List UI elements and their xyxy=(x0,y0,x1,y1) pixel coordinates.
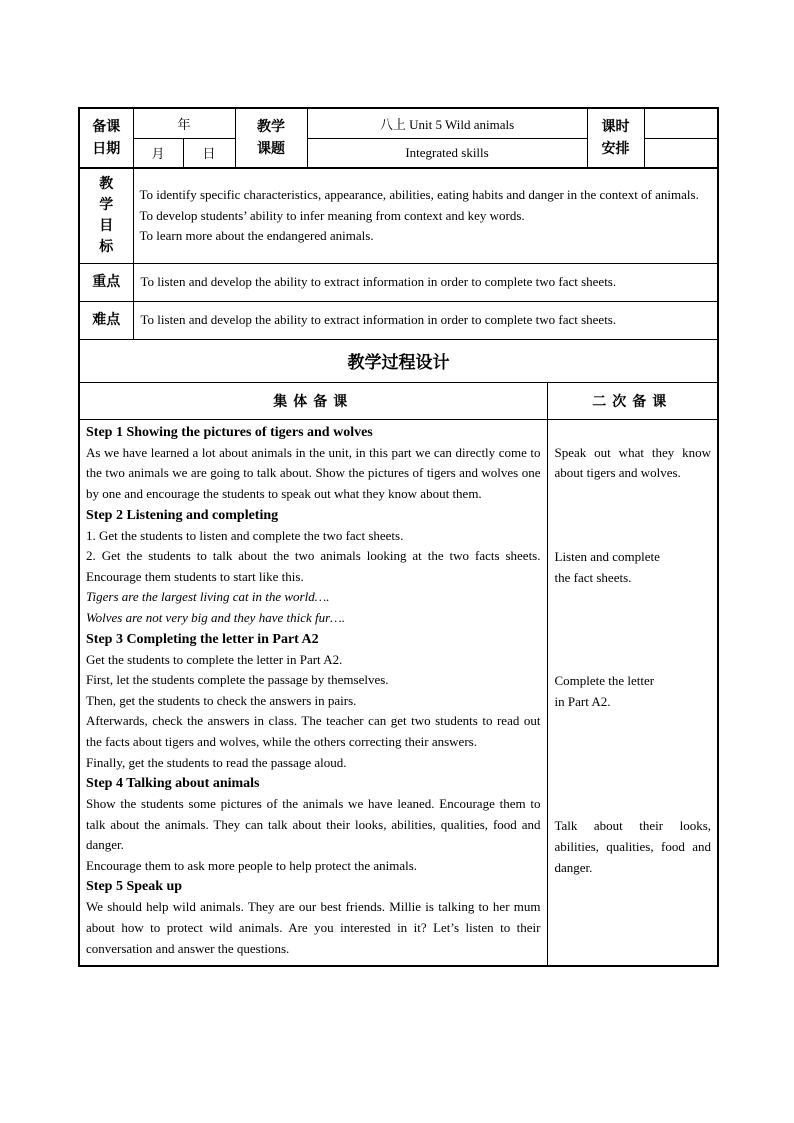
step-title: Step 1 Showing the pictures of tigers and wolves xyxy=(86,424,373,440)
objectives-label-char: 教 xyxy=(99,175,114,192)
period-value-2 xyxy=(644,138,718,168)
step-title: Step 4 Talking about animals xyxy=(86,776,260,792)
side-note: Listen and complete xyxy=(554,548,660,564)
step-example: Tigers are the largest living cat in the world…. xyxy=(86,589,330,605)
side-note: in Part A2. xyxy=(554,693,611,709)
period-value xyxy=(644,108,718,138)
difficult-points-label: 难点 xyxy=(79,301,133,339)
step-text: First, let the students complete the passage by themselves. xyxy=(86,672,389,688)
side-notes-column xyxy=(547,419,718,966)
objectives-label xyxy=(79,169,133,263)
side-note: Speak out what they know about tigers and wolves. xyxy=(554,444,712,481)
header-table xyxy=(78,107,719,169)
objectives-label-char: 学 xyxy=(99,196,114,213)
col-main-header: 集体备课 xyxy=(79,382,547,419)
step-example: Wolves are not very big and they have thick fur…. xyxy=(86,609,345,625)
objectives-label-char: 目 xyxy=(99,217,114,234)
step-title: Step 5 Speak up xyxy=(86,879,183,895)
step-text: Get the students to complete the letter in Part A2. xyxy=(86,651,343,667)
topic-title: 八上 Unit 5 Wild animals xyxy=(307,108,587,138)
body-table xyxy=(78,169,719,967)
prep-date-label: 备课 日期 xyxy=(79,108,133,168)
col-side-header: 二次备课 xyxy=(547,382,718,419)
month-label: 月 xyxy=(133,138,183,168)
day-label: 日 xyxy=(183,138,235,168)
step-text: Encourage them to ask more people to help protect the animals. xyxy=(86,857,418,873)
year-label: 年 xyxy=(133,108,235,138)
key-points-text: To listen and develop the ability to extract information in order to complete two fact sheets. xyxy=(133,263,718,301)
step-text: Then, get the students to check the answers in pairs. xyxy=(86,692,357,708)
step-text: Finally, get the students to read the passage aloud. xyxy=(86,754,347,770)
objective-item: To learn more about the endangered animals. xyxy=(139,228,374,244)
objective-item: To develop students’ ability to infer meaning from context and key words. xyxy=(139,207,525,223)
side-note: Complete the letter xyxy=(554,673,655,689)
step-title: Step 2 Listening and completing xyxy=(86,507,279,523)
side-note: the fact sheets. xyxy=(554,569,632,585)
step-title: Step 3 Completing the letter in Part A2 xyxy=(86,631,319,647)
topic-subtitle: Integrated skills xyxy=(307,138,587,168)
objectives-content xyxy=(133,169,718,263)
side-note: Talk about their looks, abilities, qualities, food and danger. xyxy=(554,818,712,875)
step-text: Afterwards, check the answers in class. The teacher can get two students to read out the facts about tigers and wolves, while the others correcting their answers. xyxy=(86,713,541,749)
process-title: 教学过程设计 xyxy=(79,339,718,382)
objective-item: To identify specific characteristics, appearance, abilities, eating habits and danger in the context of animals. xyxy=(139,187,699,202)
lesson-plan-sheet xyxy=(78,107,717,967)
main-plan-column xyxy=(79,419,547,966)
step-text: 1. Get the students to listen and complete the two fact sheets. xyxy=(86,527,404,543)
step-text: We should help wild animals. They are our best friends. Millie is talking to her mum about how to protect wild animals. Are you interested in it? Let’s listen to their conversation and answer the questions. xyxy=(86,899,541,956)
step-text: Show the students some pictures of the animals we have leaned. Encourage them to talk about the animals. They can talk about their looks, abilities, qualities, food and danger. xyxy=(86,796,541,853)
period-label: 课时 安排 xyxy=(587,108,644,168)
step-text: 2. Get the students to talk about the two animals looking at the two facts sheets. Encourage them students to start like this. xyxy=(86,548,541,584)
topic-label: 教学 课题 xyxy=(235,108,307,168)
step-text: As we have learned a lot about animals in the unit, in this part we can directly come to the two animals we are going to talk about. Show the pictures of tigers and wolves one by one and encourage the students to speak out what they know about them. xyxy=(86,444,541,501)
key-points-label: 重点 xyxy=(79,263,133,301)
difficult-points-text: To listen and develop the ability to extract information in order to complete two fact sheets. xyxy=(133,301,718,339)
objectives-label-char: 标 xyxy=(99,238,114,255)
